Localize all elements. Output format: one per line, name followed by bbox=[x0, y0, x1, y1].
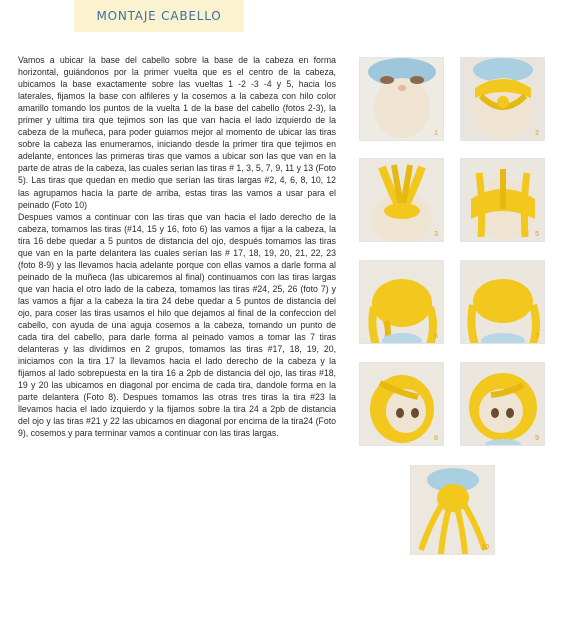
photo-1-image bbox=[360, 58, 444, 141]
photo-3-number: 3 bbox=[434, 231, 438, 238]
photo-10-number: 10 bbox=[481, 544, 489, 551]
photo-8-number: 8 bbox=[434, 435, 438, 442]
photo-2-image bbox=[461, 58, 545, 141]
page-title: MONTAJE CABELLO bbox=[96, 9, 222, 23]
photo-8-image bbox=[360, 363, 444, 446]
photo-10 bbox=[410, 465, 495, 555]
photo-2-number: 2 bbox=[535, 130, 539, 137]
photo-7 bbox=[460, 260, 545, 344]
photo-7-number: 7 bbox=[535, 333, 539, 340]
instructions-text bbox=[18, 54, 336, 440]
photo-3 bbox=[359, 158, 444, 242]
photo-9 bbox=[460, 362, 545, 446]
photo-6 bbox=[359, 260, 444, 344]
photo-9-image bbox=[461, 363, 545, 446]
photo-3-image bbox=[360, 159, 444, 242]
paragraph-2: Despues vamos a continuar con las tiras que van hacia el lado derecho de la cabeza, tomamos las tiras (#14, 15 y 16, foto 6) las vamos a fijar a la cabeza, la tira 16 debe quedar a 5 puntos de distancia del ojo, después tomamos las tiras que van en la parte delantera las cuales serían las # 17, 18, 19, 20, 21, 22, 23 (foto 8-9) y las llevamos hacia adelante porque con ellas vamos a darle forma al peinado de la muñeca (las ubicaremos al final) continuamos con las tiras largas que van hacia el otro lado de la cabeza, tomamos las tiras #24, 25, 26 (foto 7) y las vamos a fijar a la cabeza la tira 24 debe quedar a 5 puntos de distancia del ojo, para coser las tiras usamos el hilo que dejamos al final de la confeccion del cabello, con ayuda de una aguja cosemos a la cabeza, tomando un punto de cada tira del cabello, para darle forma al peinado vamos a tomar las 7 tiras delanteras y las dividimos en 2 grupos, tomamos las tiras #17, 18, 19, 20, iniciamos con la tira 17 la llevamos hacia el lado derecho de la cabeza y la fijamos al lado sobrepuesta en la tira 16 a 2pb de distancia del ojo, las tiras #18, 19 y 20 las ubicamos en diagonal por encima de cada tira, dandole forma en la parte delantera (Foto 8). Despues tomamos las otras tres tiras la tira #23 la llevamos hacia el lado izquierdo y la fijamos sobre la tira 24 a 2pb de distancia del ojo y las tiras #21 y 22 las ubicamos en diagonal por encima de la tira24 (Foto 9), cosemos y para terminar vamos a continuar con las tiras largas. bbox=[18, 211, 336, 439]
photo-5-number: 5 bbox=[535, 231, 539, 238]
photo-7-image bbox=[461, 261, 545, 344]
photo-9-number: 9 bbox=[535, 435, 539, 442]
photo-2 bbox=[460, 57, 545, 141]
photo-5-image bbox=[461, 159, 545, 242]
photo-5 bbox=[460, 158, 545, 242]
title-banner bbox=[74, 0, 244, 32]
photo-6-image bbox=[360, 261, 444, 344]
photo-6-number: 6 bbox=[434, 333, 438, 340]
paragraph-1: Vamos a ubicar la base del cabello sobre la base de la cabeza en forma horizontal, guiándonos por la primer vuelta que es el centro de la cabeza, ubicamos la base exactamente sobre las vueltas 1 -2 -3 -4 y 5, hacia los laterales, fijamos la base con alfileres y la cosemos a la cabeza con hilo color amarillo tomando los puntos de la vuelta 1 de la base del cabello (fotos 2-3), la primer y ultima tira que tejimos son las que van hacia el lado izquierdo de la cabeza de la muñeca, para poder guiarnos mejor al momento de ubicar las tiras sobre la cabeza las enumeramos, iniciando desde la primer tira que tejimos en adelante, entonces las primeras tiras que vamos a ubicar son las que van en la parte de atras de la cabeza, las cuales serian las tiras # 1, 3, 5, 7, 9, 11 y 13 (Foto 5). Las tiras que quedan en medio que serían las tiras largas #2, 4, 6, 8, 10, 12 las agrupamos hacia la parte de arriba, estas tiras las vamos a usar para el peinado (Foto 10) bbox=[18, 55, 336, 210]
photo-1 bbox=[359, 57, 444, 141]
photo-1-number: 1 bbox=[434, 130, 438, 137]
photo-10-image bbox=[411, 466, 495, 555]
photo-8 bbox=[359, 362, 444, 446]
